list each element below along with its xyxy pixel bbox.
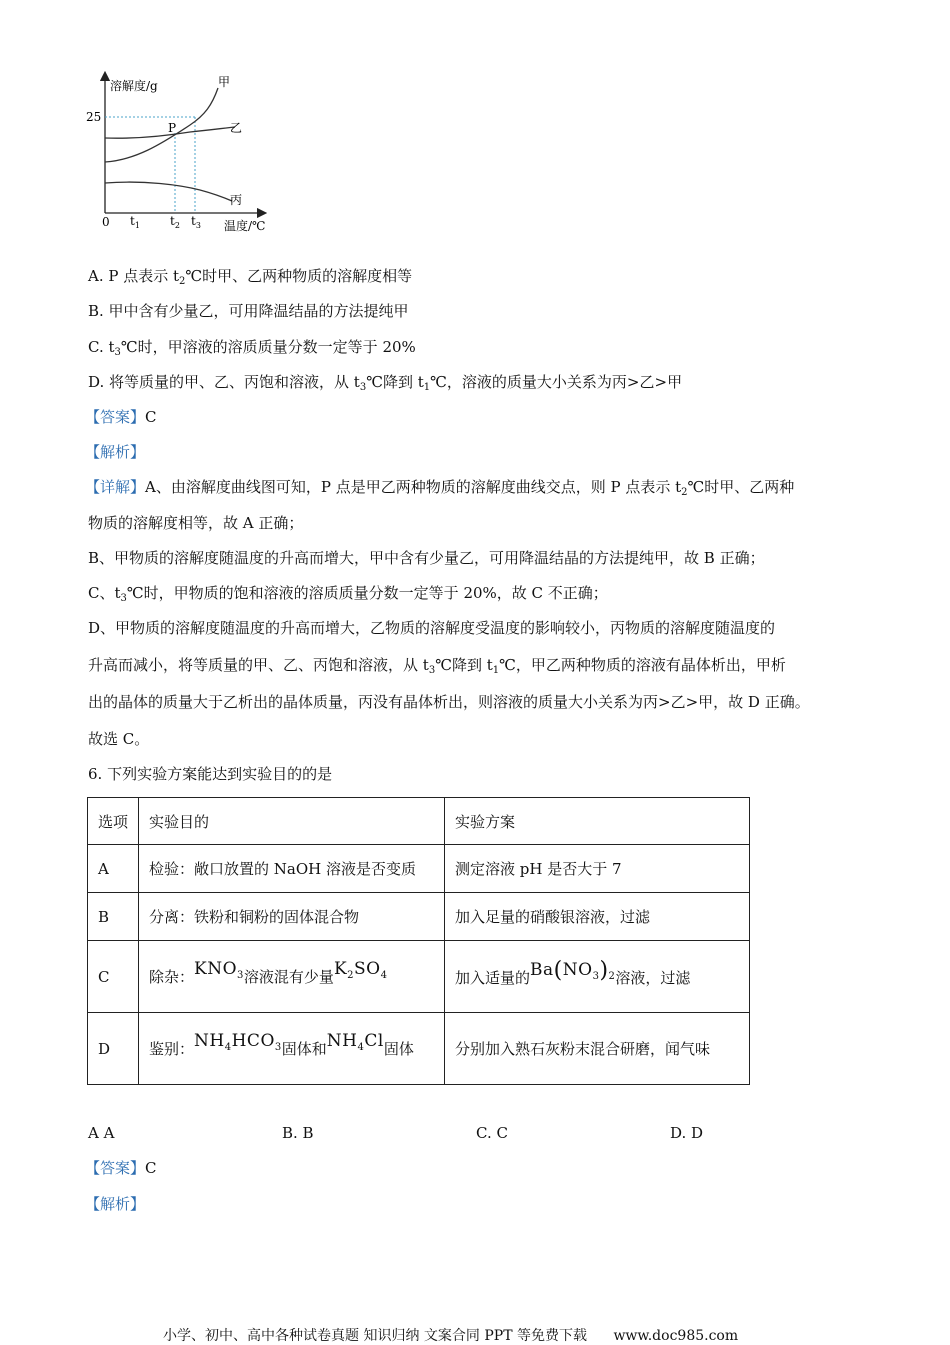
detail-line-1: 【详解】A、由溶解度曲线图可知，P 点是甲乙两种物质的溶解度曲线交点，则 P 点表示 $t_2℃$时甲、乙两种 <box>85 478 795 498</box>
answer-2: 【答案】C <box>85 1159 157 1177</box>
footer <box>163 1325 738 1345</box>
choice-d: D. D <box>670 1124 704 1142</box>
series-bing-curve <box>105 182 232 201</box>
row-a-plan: 测定溶液 pH 是否大于 7 <box>445 845 750 893</box>
table-row <box>88 941 750 1013</box>
series-jia-curve <box>105 88 218 162</box>
origin-label: 0 <box>102 215 110 229</box>
choice-c: C. C <box>476 1124 508 1142</box>
detail-line-6: 升高而减小，将等质量的甲、乙、丙饱和溶液，从 $t_3℃$降到 $t_1℃$，甲乙两种物质的溶液有晶体析出，甲析 <box>88 656 786 676</box>
x-tick-t1: $t_1$ <box>130 214 140 230</box>
detail-line-3: B、甲物质的溶解度随温度的升高而增大，甲中含有少量乙，可用降温结晶的方法提纯甲，故 B 正确； <box>88 549 765 567</box>
x-axis-label: 温度/℃ <box>224 219 266 233</box>
table-row <box>88 1013 750 1085</box>
answer-1: 【答案】C <box>85 408 157 426</box>
header-option: 选项 <box>88 798 139 845</box>
y-axis-label: 溶解度/g <box>110 79 158 93</box>
option-c: C. $t_3℃$时，甲溶液的溶质质量分数一定等于 20% <box>88 338 416 358</box>
row-d-goal: 鉴别：$NH_4HCO_3$固体和$NH_4Cl$固体 <box>139 1013 445 1085</box>
row-d-plan: 分别加入熟石灰粉末混合研磨，闻气味 <box>445 1013 750 1085</box>
footer-text: 小学、初中、高中各种试卷真题 知识归纳 文案合同 PPT 等免费下载 <box>163 1328 587 1344</box>
solubility-chart <box>80 70 280 235</box>
row-d-option: D <box>88 1013 139 1085</box>
point-p-label: P <box>168 121 177 135</box>
choice-a: A A <box>88 1124 115 1142</box>
row-a-goal: 检验：敞口放置的 NaOH 溶液是否变质 <box>139 845 445 893</box>
y-tick-25: 25 <box>86 110 102 124</box>
detail-line-7: 出的晶体的质量大于乙析出的晶体质量，丙没有晶体析出，则溶液的质量大小关系为丙>乙>甲，故 D 正确。 <box>88 693 810 711</box>
detail-line-2: 物质的溶解度相等，故 A 正确； <box>88 514 304 532</box>
series-yi-label: 乙 <box>230 121 243 135</box>
row-c-goal: 除杂：$KNO_3$溶液混有少量$K_2SO_4$ <box>139 941 445 1013</box>
choice-b: B. B <box>282 1124 314 1142</box>
footer-link[interactable]: www.doc985.com <box>613 1328 739 1344</box>
x-tick-t2: $t_2$ <box>170 214 180 230</box>
row-b-option: B <box>88 893 139 941</box>
option-d: D. 将等质量的甲、乙、丙饱和溶液，从 $t_3℃$降到 $t_1℃$，溶液的质量大小关系为丙>乙>甲 <box>88 373 683 393</box>
table-row <box>88 845 750 893</box>
experiment-table <box>87 797 750 1085</box>
row-b-goal: 分离：铁粉和铜粉的固体混合物 <box>139 893 445 941</box>
row-c-plan: 加入适量的$Ba(NO_3)_2$溶液，过滤 <box>445 941 750 1013</box>
series-jia-label: 甲 <box>218 75 231 89</box>
row-b-plan: 加入足量的硝酸银溶液，过滤 <box>445 893 750 941</box>
option-b: B. 甲中含有少量乙，可用降温结晶的方法提纯甲 <box>88 302 409 320</box>
x-tick-t3: $t_3$ <box>191 214 201 230</box>
row-a-option: A <box>88 845 139 893</box>
row-c-option: C <box>88 941 139 1013</box>
question-6: 6. 下列实验方案能达到实验目的的是 <box>88 765 333 783</box>
analysis-label-1: 【解析】 <box>85 443 146 461</box>
detail-line-5: D、甲物质的溶解度随温度的升高而增大，乙物质的溶解度受温度的影响较小，丙物质的溶解度随温度的 <box>88 619 776 637</box>
header-plan: 实验方案 <box>445 798 750 845</box>
option-a: A. P 点表示 $t_2℃$时甲、乙两种物质的溶解度相等 <box>88 267 413 287</box>
table-row <box>88 893 750 941</box>
series-bing-label: 丙 <box>230 193 243 207</box>
analysis-label-2: 【解析】 <box>85 1195 146 1213</box>
detail-line-8: 故选 C。 <box>88 730 150 748</box>
table-header-row <box>88 798 750 845</box>
header-goal: 实验目的 <box>139 798 445 845</box>
detail-line-4: C、$t_3℃$时，甲物质的饱和溶液的溶质质量分数一定等于 20%，故 C 不正确； <box>88 584 608 604</box>
